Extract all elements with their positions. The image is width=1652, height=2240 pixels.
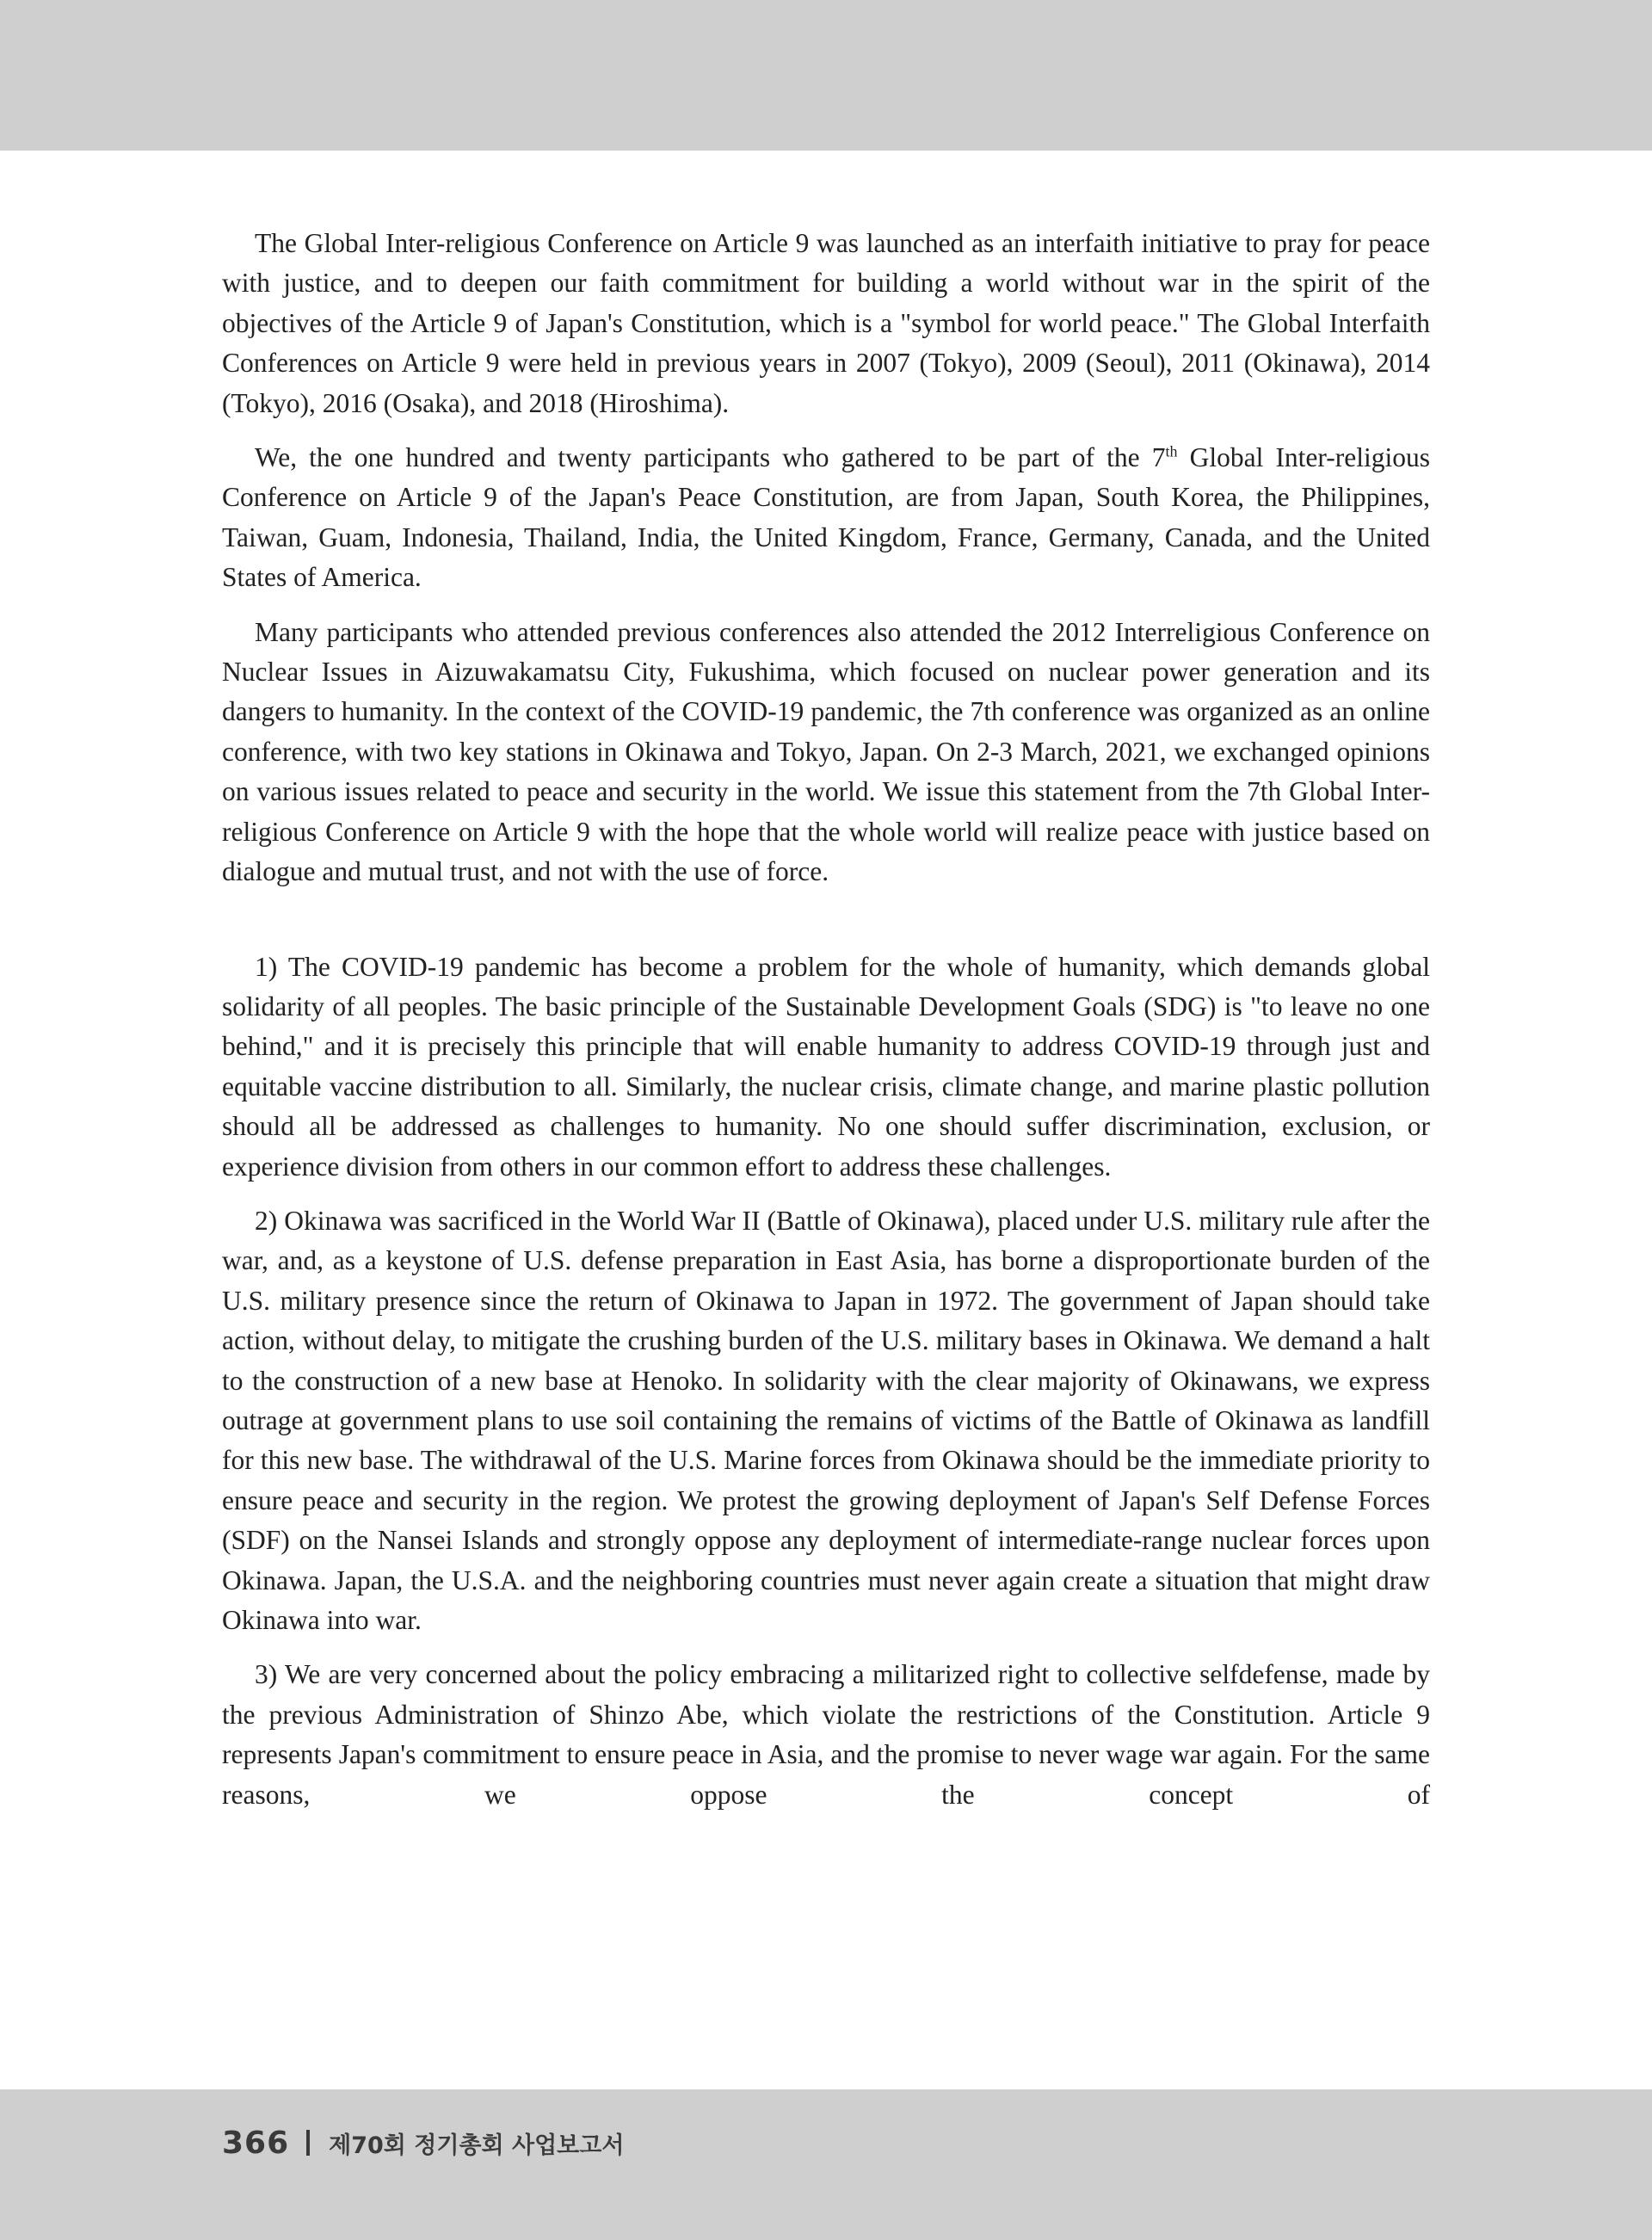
footer-divider	[306, 2130, 310, 2156]
participants-text-end: Global Inter-religious Conference on Article 9 of the Japan's Peace Constitution, are from Japan, South Korea, the Philippines, Taiwan, Guam, Indonesia, Thailand, India, the United Kingdom, France, Germany, Canada, and the United States of America.	[222, 442, 1430, 593]
header-band	[0, 0, 1652, 151]
paragraph-point-3: 3) We are very concerned about the policy embracing a militarized right to collective selfdefense, made by the previous Administration of Shinzo Abe, which violate the restrictions of the Constitution. Article 9 represents Japan's commitment to ensure peace in Asia, and the promise to never wage war again. For the same reasons, we oppose the concept of	[222, 1659, 1430, 1810]
participants-text-start: We, the one hundred and twenty participants who gathered to be part of the 7	[255, 442, 1166, 473]
page-footer	[222, 2121, 624, 2164]
footer-band	[0, 2089, 1652, 2240]
page-number: 366	[222, 2125, 290, 2161]
report-title: 제70회 정기총회 사업보고서	[329, 2132, 625, 2159]
paragraph-intro: The Global Inter-religious Conference on Article 9 was launched as an interfaith initiative to pray for peace with justice, and to deepen our faith commitment for building a world without war in the spirit of the objectives of the Article 9 of Japan's Constitution, which is a "symbol for world peace." The Global Interfaith Conferences on Article 9 were held in previous years in 2007 (Tokyo), 2009 (Seoul), 2011 (Okinawa), 2014 (Tokyo), 2016 (Osaka), and 2018 (Hiroshima).	[222, 228, 1430, 418]
paragraph-participants	[222, 438, 1430, 598]
paragraph-point-2: 2) Okinawa was sacrificed in the World War II (Battle of Okinawa), placed under U.S. military rule after the war, and, as a keystone of U.S. defense preparation in East Asia, has borne a disproportionate burden of the U.S. military presence since the return of Okinawa to Japan in 1972. The government of Japan should take action, without delay, to mitigate the crushing burden of the U.S. military bases in Okinawa. We demand a halt to the construction of a new base at Henoko. In solidarity with the clear majority of Okinawans, we express outrage at government plans to use soil containing the remains of victims of the Battle of Okinawa as landfill for this new base. The withdrawal of the U.S. Marine forces from Okinawa should be the immediate priority to ensure peace and security in the region. We protest the growing deployment of Japan's Self Defense Forces (SDF) on the Nansei Islands and strongly oppose any deployment of intermediate-range nuclear forces upon Okinawa. Japan, the U.S.A. and the neighboring countries must never again create a situation that might draw Okinawa into war.	[222, 1205, 1430, 1635]
paragraph-point-1: 1) The COVID-19 pandemic has become a problem for the whole of humanity, which demands global solidarity of all peoples. The basic principle of the Sustainable Development Goals (SDG) is "to leave no one behind," and it is precisely this principle that will enable humanity to address COVID-19 through just and equitable vaccine distribution to all. Similarly, the nuclear crisis, climate change, and marine plastic pollution should all be addressed as challenges to humanity. No one should suffer discrimination, exclusion, or experience division from others in our common effort to address these challenges.	[222, 951, 1430, 1182]
ordinal-suffix: th	[1165, 442, 1178, 460]
document-body	[222, 224, 1430, 1815]
paragraph-previous-conferences: Many participants who attended previous conferences also attended the 2012 Interreligious Conference on Nuclear Issues in Aizuwakamatsu City, Fukushima, which focused on nuclear power generation and its dangers to humanity. In the context of the COVID-19 pandemic, the 7th conference was organized as an online conference, with two key stations in Okinawa and Tokyo, Japan. On 2-3 March, 2021, we exchanged opinions on various issues related to peace and security in the world. We issue this statement from the 7th Global Inter-religious Conference on Article 9 with the hope that the whole world will realize peace with justice based on dialogue and mutual trust, and not with the use of force.	[222, 616, 1430, 887]
